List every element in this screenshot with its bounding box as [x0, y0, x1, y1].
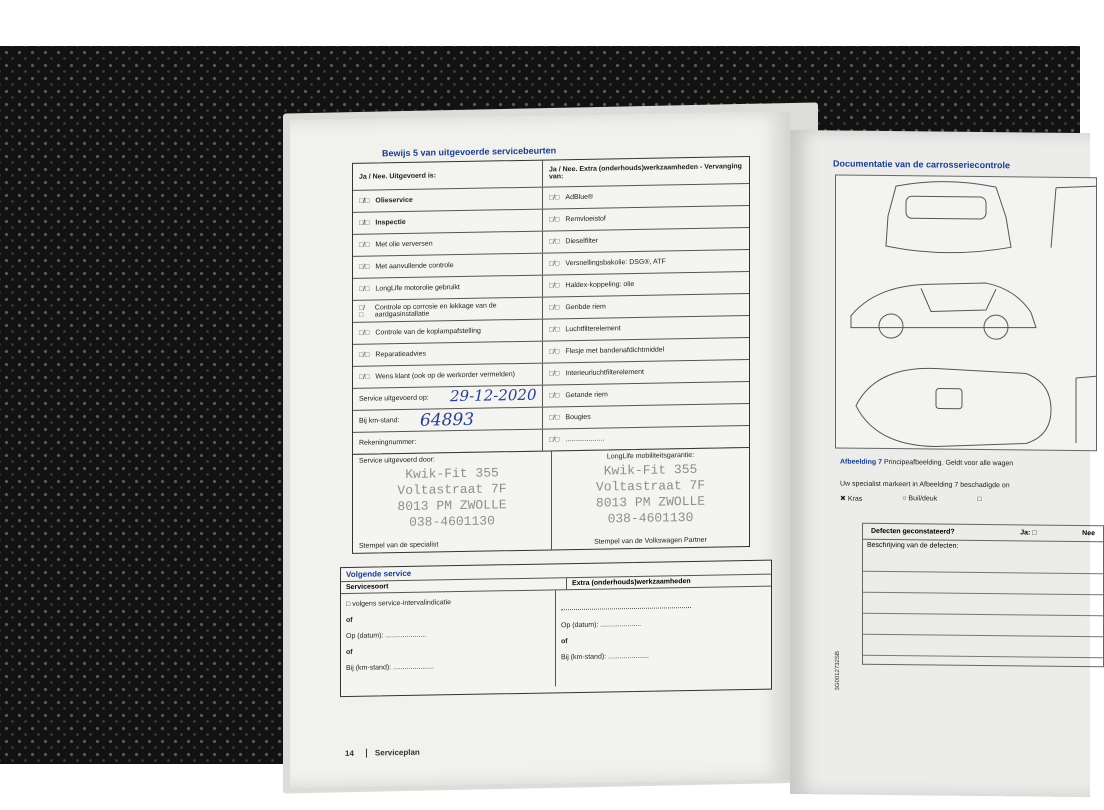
row-left-cell: □/□ Controle op corrosie en lekkage van de aardgasinstallatie [353, 298, 543, 322]
stamp-right [552, 448, 749, 549]
stamp-right-label: LongLife mobiliteitsgarantie: [606, 451, 695, 461]
service-table [352, 156, 750, 455]
row-right-cell: □/□ Interieurluchtfilterelement [549, 368, 644, 378]
stamp-right-text: Kwik-Fit 355 Voltastraat 7F 8013 PM ZWOLLE 038-4601130 [595, 461, 706, 527]
legend-box: □ [977, 495, 982, 504]
row-right-cell: □/□ Flesje met bandenafdichtmiddel [549, 346, 665, 356]
damage-legend [840, 495, 981, 504]
legend-buil: ○ Buil/deuk [902, 495, 938, 503]
stamp-right-footer: Stempel van de Volkswagen Partner [594, 536, 707, 546]
stamp-area [352, 447, 750, 554]
figure-caption: Afbeelding 7 Principeafbeelding. Geldt voor alle wagen [840, 458, 1014, 468]
row-left-cell: □/□ Controle van de koplampafstelling [353, 320, 543, 344]
row-right-cell: □/□ Geribde riem [549, 303, 606, 312]
next-col2: Extra (onderhouds)werkzaamheden [572, 578, 691, 588]
row-right-cell: □/□ Getande riem [549, 391, 608, 400]
page-footer [345, 748, 420, 758]
marker-instruction: Uw specialist markeert in Afbeelding 7 beschadigde on [840, 480, 1010, 490]
legend-kras: ✖ Kras [840, 495, 863, 503]
stamp-left [353, 451, 552, 552]
next-date: Op (datum): ..................... [346, 631, 427, 641]
next-extra-line [561, 607, 691, 610]
row-right-cell: □/□ Haldex-koppeling: olie [549, 280, 635, 290]
row-left-cell: Rekeningnummer: [353, 430, 543, 454]
right-page [790, 130, 1095, 797]
next-km: Bij (km-stand): ..................... [346, 663, 434, 673]
row-right-cell: □/□ Remvloeistof [549, 215, 606, 224]
left-page-title: Bewijs 5 van uitgevoerde servicebeurten [382, 145, 557, 159]
section-name: Serviceplan [366, 748, 420, 758]
row-left-cell: Service uitgevoerd op: [353, 386, 543, 410]
col-right-header: Ja / Nee. Extra (onderhouds)werkzaamheden - Vervanging van: [549, 163, 742, 181]
stamp-left-text: Kwik-Fit 355 Voltastraat 7F 8013 PM ZWOLLE 038-4601130 [397, 465, 507, 530]
next-of-2: of [346, 648, 353, 657]
photo-background [0, 46, 1095, 764]
row-left-cell: □/□ Reparatieadvies [353, 342, 543, 366]
row-right-cell: □/□ Bougies [549, 413, 591, 422]
stamp-left-label: Service uitgevoerd door: [359, 456, 435, 465]
defects-question: Defecten geconstateerd? [871, 527, 955, 536]
defects-description-label: Beschrijving van de defecten: [867, 541, 959, 550]
km-handwriting: 64893 [420, 409, 475, 431]
next-service-box [340, 560, 772, 698]
next-of-3: of [561, 638, 568, 646]
next-interval: □ volgens service-intervalindicatie [346, 599, 452, 609]
col-left-header: Ja / Nee. Uitgevoerd is: [353, 161, 543, 190]
defects-lines [863, 551, 1103, 659]
stamp-left-footer: Stempel van de specialist [359, 541, 439, 550]
row-left-cell: □/□ Olieservice [353, 188, 543, 212]
row-left-cell: □/□ Wens klant (ook op de werkorder vermelden) [353, 364, 543, 388]
next-col1: Servicesoort [341, 578, 567, 593]
car-diagram [835, 174, 1097, 451]
row-left-cell: □/□ Met aanvullende controle [353, 254, 543, 278]
row-left-cell: □/□ LongLife motorolie gebruikt [353, 276, 543, 300]
row-right-cell: □/□ Luchtfilterelement [549, 325, 621, 334]
right-page-title: Documentatie van de carrosseriecontrole [833, 158, 1011, 171]
row-left-cell: Bij km-stand: [353, 408, 543, 432]
left-page [290, 111, 790, 788]
defects-box [862, 523, 1104, 668]
row-right-cell: □/□ Versnellingsbakolie: DSG®, ATF [549, 258, 666, 268]
row-right-cell: □/□ AdBlue® [549, 193, 594, 202]
row-right-cell: □/□ Dieselfilter [549, 237, 599, 246]
defects-yes: Ja: □ [1020, 529, 1037, 537]
car-drawing-icon [836, 175, 1096, 450]
side-code: 3G0012732SB [835, 651, 841, 691]
row-right-cell: □/□ .................... [549, 435, 605, 444]
next-service-title: Volgende service [341, 561, 771, 583]
next-of-1: of [346, 616, 353, 625]
next-date-2: Op (datum): ..................... [561, 620, 642, 630]
row-left-cell: □/□ Met olie verversen [353, 232, 543, 256]
row-left-cell: □/□ Inspectie [353, 210, 543, 234]
service-date-handwriting: 29-12-2020 [450, 385, 537, 406]
page-number: 14 [345, 748, 354, 759]
next-km-2: Bij (km-stand): ..................... [561, 652, 649, 662]
defects-no: Nee [1082, 530, 1095, 538]
